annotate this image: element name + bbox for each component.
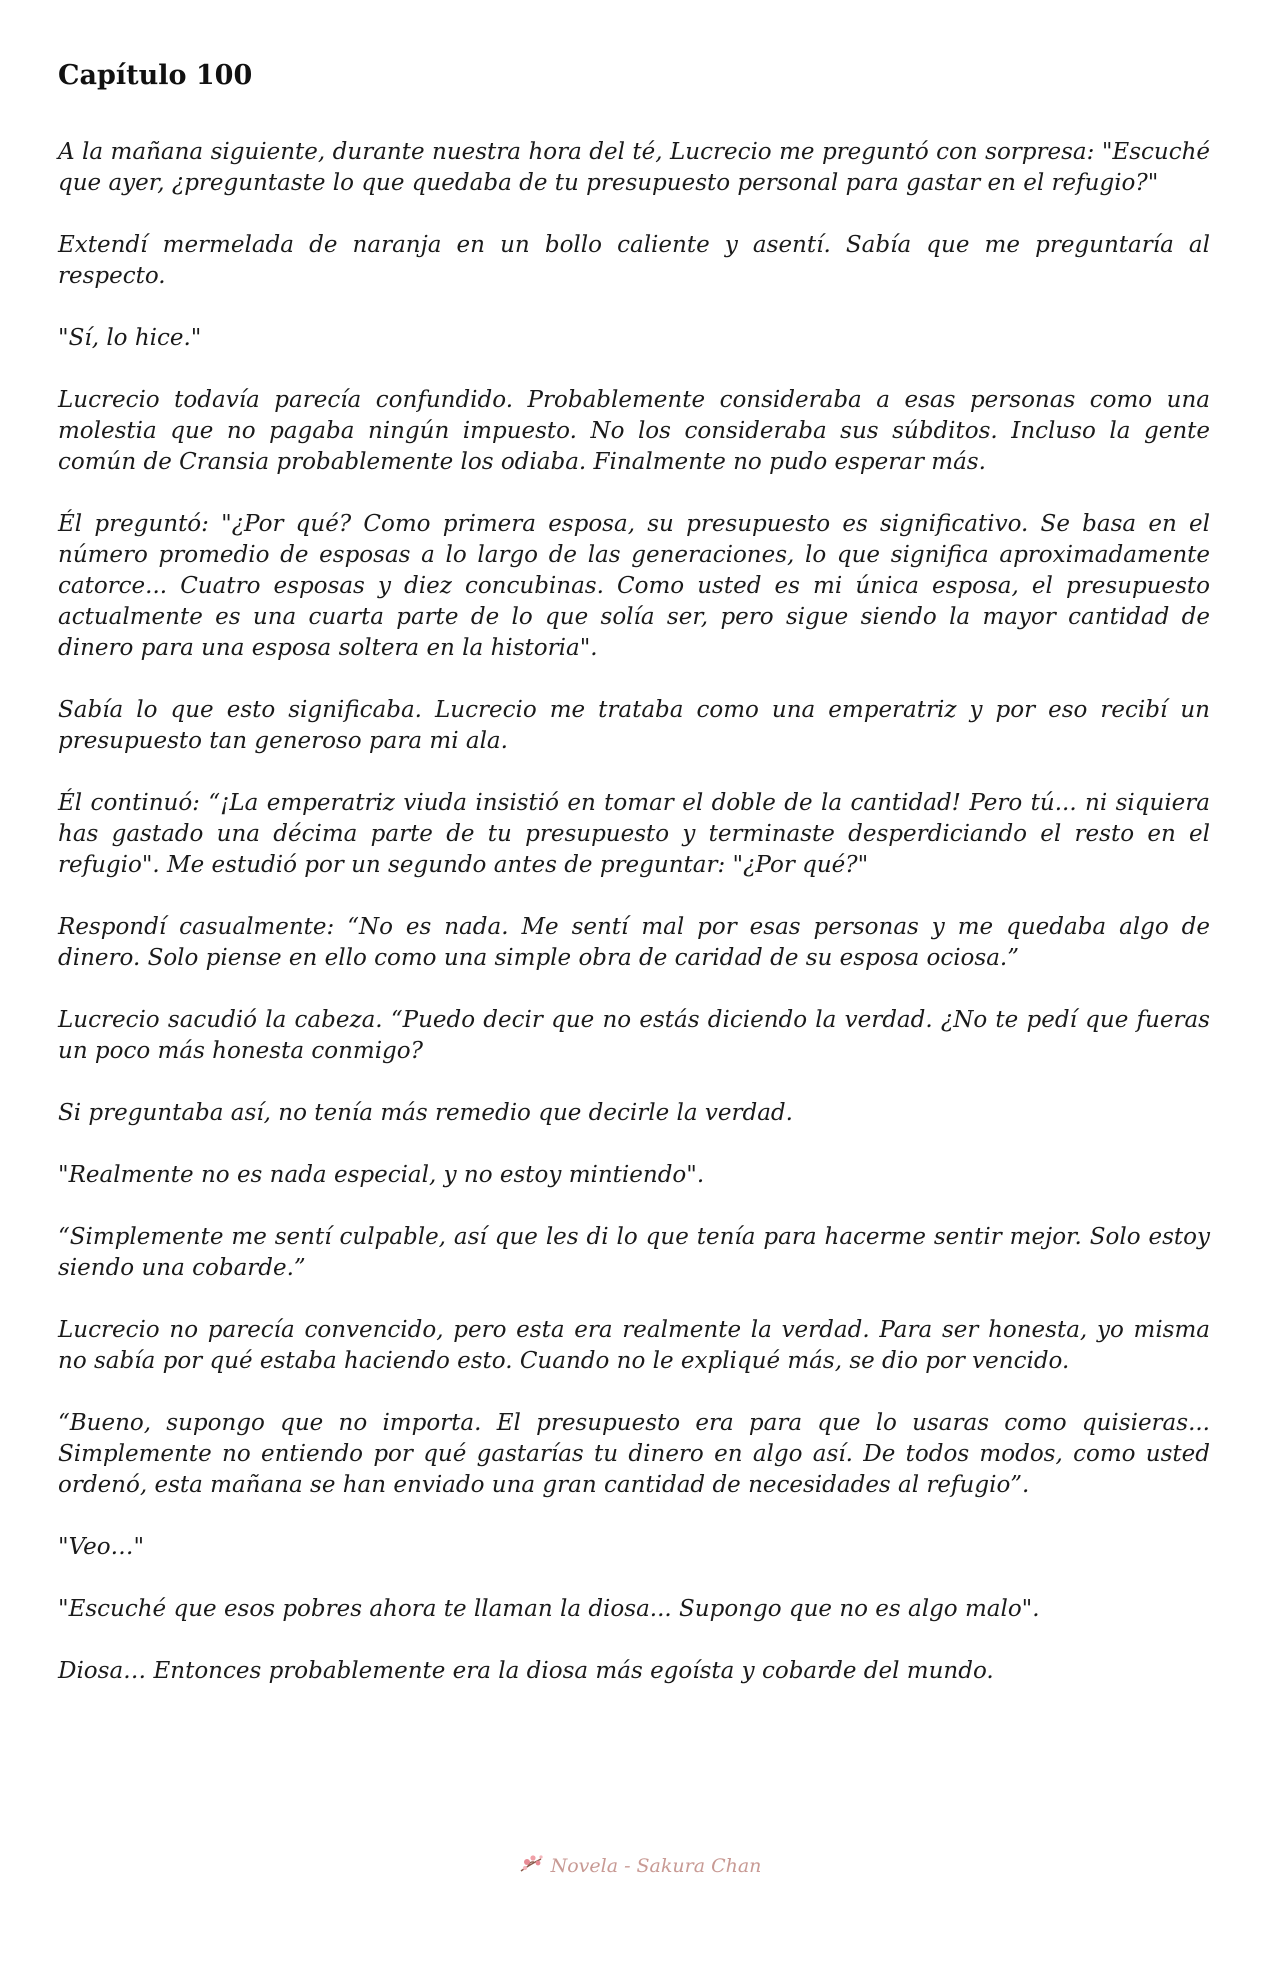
document-page: [58, 52, 1210, 1718]
paragraph-1: A la mañana siguiente, durante nuestra hora del té, Lucrecio me preguntó con sorpresa: "Escuché que ayer, ¿preguntaste lo que quedaba de tu presupuesto personal para gastar en el refugio?": [58, 139, 1210, 196]
paragraph-15: "Veo…": [58, 1534, 145, 1560]
paragraph-7: Él continuó: “¡La emperatriz viuda insistió en tomar el doble de la cantidad! Pero tú... ni siquiera has gastado una décima parte de tu presupuesto y terminaste desperdiciando el resto en el refugio". Me estudió por un segundo antes de preguntar: "¿Por qué?": [58, 790, 1210, 878]
paragraph-14: “Bueno, supongo que no importa. El presupuesto era para que lo usaras como quisieras... Simplemente no entiendo por qué gastarías tu dinero en algo así. De todos modos, como usted ordenó, esta mañana se han enviado una gran cantidad de necesidades al refugio”.: [58, 1410, 1210, 1498]
paragraph-13: Lucrecio no parecía convencido, pero esta era realmente la verdad. Para ser honesta, yo misma no sabía por qué estaba haciendo esto. Cuando no le expliqué más, se dio por vencido.: [58, 1317, 1210, 1374]
chapter-body: [58, 137, 1210, 1687]
paragraph-2: Extendí mermelada de naranja en un bollo caliente y asentí. Sabía que me preguntaría al respecto.: [58, 232, 1210, 289]
paragraph-17: Diosa… Entonces probablemente era la diosa más egoísta y cobarde del mundo.: [58, 1658, 994, 1684]
chapter-title: Capítulo 100: [58, 60, 253, 91]
paragraph-10: Si preguntaba así, no tenía más remedio que decirle la verdad.: [58, 1100, 793, 1126]
paragraph-5: Él preguntó: "¿Por qué? Como primera esposa, su presupuesto es significativo. Se basa en el número promedio de esposas a lo largo de las generaciones, lo que significa aproximadamente catorce... Cuatro esposas y diez concubinas. Como usted es mi única esposa, el presupuesto actualmente es una cuarta parte de lo que solía ser, pero sigue siendo la mayor cantidad de dinero para una esposa soltera en la historia".: [58, 511, 1210, 661]
paragraph-12: “Simplemente me sentí culpable, así que les di lo que tenía para hacerme sentir mejor. Solo estoy siendo una cobarde.”: [58, 1224, 1210, 1281]
sakura-flower-icon: [519, 1853, 545, 1875]
watermark-footer: [0, 1853, 1280, 1877]
paragraph-8: Respondí casualmente: “No es nada. Me sentí mal por esas personas y me quedaba algo de dinero. Solo piense en ello como una simple obra de caridad de su esposa ociosa.”: [58, 914, 1210, 971]
paragraph-11: "Realmente no es nada especial, y no estoy mintiendo".: [58, 1162, 705, 1188]
paragraph-6: Sabía lo que esto significaba. Lucrecio me trataba como una emperatriz y por eso recibí un presupuesto tan generoso para mi ala.: [58, 697, 1210, 754]
paragraph-9: Lucrecio sacudió la cabeza. “Puedo decir que no estás diciendo la verdad. ¿No te pedí que fueras un poco más honesta conmigo?: [58, 1007, 1210, 1064]
paragraph-16: "Escuché que esos pobres ahora te llaman la diosa... Supongo que no es algo malo".: [58, 1596, 1040, 1622]
watermark-text: Novela - Sakura Chan: [550, 1855, 762, 1877]
paragraph-3: "Sí, lo hice.": [58, 325, 202, 351]
paragraph-4: Lucrecio todavía parecía confundido. Probablemente consideraba a esas personas como una molestia que no pagaba ningún impuesto. No los consideraba sus súbditos. Incluso la gente común de Cransia probablemente los odiaba. Finalmente no pudo esperar más.: [58, 387, 1210, 475]
